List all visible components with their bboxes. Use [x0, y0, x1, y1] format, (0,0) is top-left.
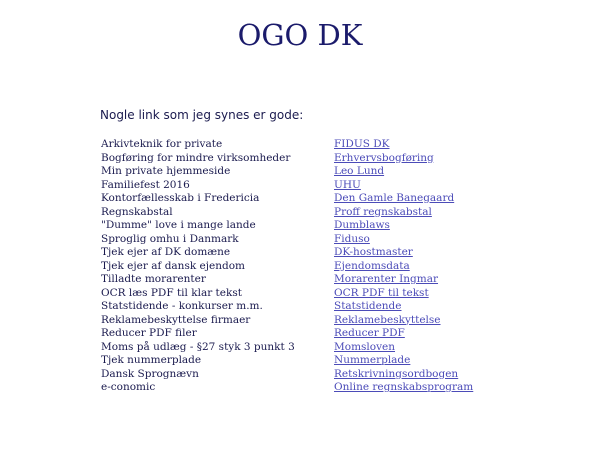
link-fiduso[interactable]: Fiduso [334, 232, 370, 245]
link-description: Statstidende - konkurser m.m. [101, 300, 263, 312]
link-description: Min private hjemmeside [101, 165, 231, 177]
link-description: Tjek ejer af DK domæne [101, 246, 231, 258]
link-row [101, 138, 521, 152]
link-description: Reducer PDF filer [101, 327, 197, 339]
link-description: Familiefest 2016 [101, 178, 190, 191]
link-uhu[interactable]: UHU [334, 178, 361, 191]
link-description: Reklamebeskyttelse firmaer [101, 313, 251, 326]
link-leo-lund[interactable]: Leo Lund [334, 165, 385, 177]
link-proff-regnskabstal[interactable]: Proff regnskabstal [334, 205, 432, 218]
link-fidus-dk[interactable]: FIDUS DK [334, 138, 390, 150]
link-row [101, 233, 521, 247]
link-row [101, 246, 521, 260]
link-row [101, 381, 521, 395]
link-description: e-conomic [101, 381, 156, 393]
link-reklamebeskyttelse[interactable]: Reklamebeskyttelse [334, 313, 441, 326]
link-description: Tilladte morarenter [101, 273, 206, 285]
link-momsloven[interactable]: Momsloven [334, 340, 396, 353]
link-description: Bogføring for mindre virksomheder [101, 151, 291, 164]
link-list [101, 138, 521, 395]
link-row [101, 354, 521, 368]
link-description: Tjek ejer af dansk ejendom [101, 259, 245, 272]
link-row [101, 300, 521, 314]
link-description: Moms på udlæg - §27 styk 3 punkt 3 [101, 340, 295, 353]
link-ocr-pdf-til-tekst[interactable]: OCR PDF til tekst [334, 286, 429, 299]
link-reducer-pdf[interactable]: Reducer PDF [334, 327, 405, 339]
intro-text: Nogle link som jeg synes er gode: [100, 108, 304, 122]
link-nummerplade[interactable]: Nummerplade [334, 354, 411, 366]
link-row [101, 327, 521, 341]
link-row [101, 165, 521, 179]
link-description: Tjek nummerplade [101, 354, 202, 366]
link-row [101, 152, 521, 166]
link-erhvervsbogforing[interactable]: Erhvervsbogføring [334, 151, 434, 164]
link-description: Dansk Sprognævn [101, 367, 199, 380]
link-row [101, 179, 521, 193]
link-row [101, 368, 521, 382]
link-den-gamle-banegaard[interactable]: Den Gamle Banegaard [334, 192, 455, 204]
link-description: Arkivteknik for private [101, 138, 223, 150]
link-description: OCR læs PDF til klar tekst [101, 286, 242, 299]
link-description: "Dumme" love i mange lande [101, 219, 256, 231]
link-row [101, 219, 521, 233]
link-morarenter-ingmar[interactable]: Morarenter Ingmar [334, 273, 439, 285]
link-retskrivningsordbogen[interactable]: Retskrivningsordbogen [334, 367, 459, 380]
link-row [101, 341, 521, 355]
link-row [101, 287, 521, 301]
link-ejendomsdata[interactable]: Ejendomsdata [334, 259, 410, 272]
link-row [101, 260, 521, 274]
link-row [101, 314, 521, 328]
page-title: OGO DK [237, 18, 363, 52]
link-description: Kontorfællesskab i Fredericia [101, 192, 260, 204]
link-description: Sproglig omhu i Danmark [101, 232, 239, 245]
link-online-regnskabsprogram[interactable]: Online regnskabsprogram [334, 381, 474, 393]
link-row [101, 206, 521, 220]
link-dk-hostmaster[interactable]: DK-hostmaster [334, 246, 413, 258]
link-row [101, 192, 521, 206]
link-statstidende[interactable]: Statstidende [334, 300, 402, 312]
link-row [101, 273, 521, 287]
link-dumblaws[interactable]: Dumblaws [334, 219, 390, 231]
link-description: Regnskabstal [101, 205, 173, 218]
